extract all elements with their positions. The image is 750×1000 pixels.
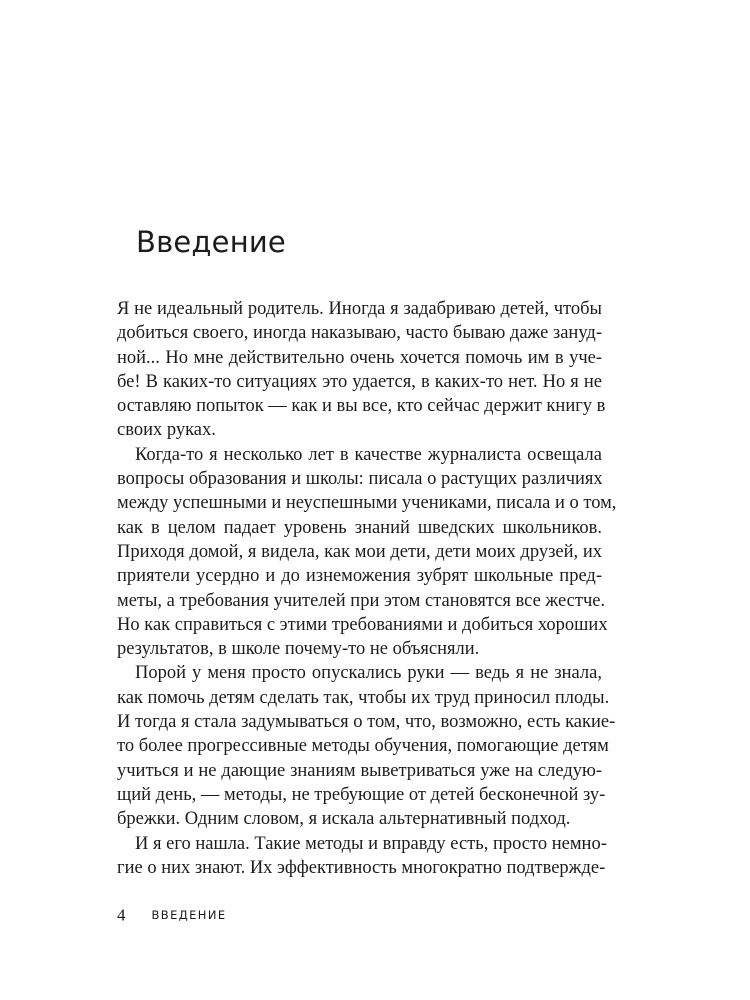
text-line: меты, а требования учителей при этом становятся все жестче. (117, 590, 606, 611)
text-line: Приходя домой, я видела, как мои дети, дети моих друзей, их (117, 541, 602, 562)
text-line: Когда-то я несколько лет в качестве журналиста освещала (135, 444, 602, 465)
text-line: между успешными и неуспешными учениками, писала и о том, (117, 493, 617, 514)
text-line: Я не идеальный родитель. Иногда я задабриваю детей, чтобы (117, 299, 602, 319)
text-line: И я его нашла. Такие методы и вправду есть, просто немно- (135, 833, 607, 854)
text-line: И тогда я стала задумываться о том, что, возможно, есть какие- (117, 712, 616, 733)
text-line: то более прогрессивные методы обучения, помогающие детям (117, 736, 609, 757)
text-line: как в целом падает уровень знаний шведских школьников. (117, 517, 602, 538)
text-line: Но как справиться с этими требованиями и добиться хороших (117, 614, 608, 635)
paragraph-1 (117, 297, 606, 443)
page-number: 4 (117, 905, 126, 925)
text-line: бе! В каких-то ситуациях это удается, в каких-то нет. Но я не (117, 371, 602, 392)
paragraph-4 (117, 832, 607, 881)
text-line: щий день, — методы, не требующие от детей бесконечной зу- (117, 784, 606, 805)
text-line: своих руках. (117, 420, 216, 441)
paragraph-3 (117, 661, 616, 831)
text-line: как помочь детям сделать так, чтобы их труд приносил плоды. (117, 687, 610, 708)
text-line: вопросы образования и школы: писала о растущих различиях (117, 469, 603, 490)
text-line: оставляю попыток — как и вы все, кто сейчас держит книгу в (117, 396, 606, 417)
text-line: учиться и не дающие знаниям выветриваться уже на следую- (117, 760, 602, 781)
body-text (117, 297, 617, 880)
text-line: результатов, в школе почему-то не объясняли. (117, 639, 480, 660)
text-line: приятели усердно и до изнеможения зубрят школьные пред- (117, 566, 602, 587)
text-line: ной... Но мне действительно очень хочется помочь им в уче- (117, 347, 602, 368)
text-line: добиться своего, иногда наказываю, часто бываю даже зануд- (117, 323, 602, 344)
page-footer (117, 904, 227, 926)
running-head: ВВЕДЕНИЕ (151, 908, 227, 923)
text-line: гие о них знают. Их эффективность многократно подтвержде- (117, 857, 606, 878)
text-line: Порой у меня просто опускались руки — ведь я не знала, (135, 663, 602, 684)
text-line: брежки. Одним словом, я искала альтернативный подход. (117, 809, 571, 830)
chapter-title: Введение (136, 225, 286, 259)
paragraph-2 (117, 443, 617, 662)
